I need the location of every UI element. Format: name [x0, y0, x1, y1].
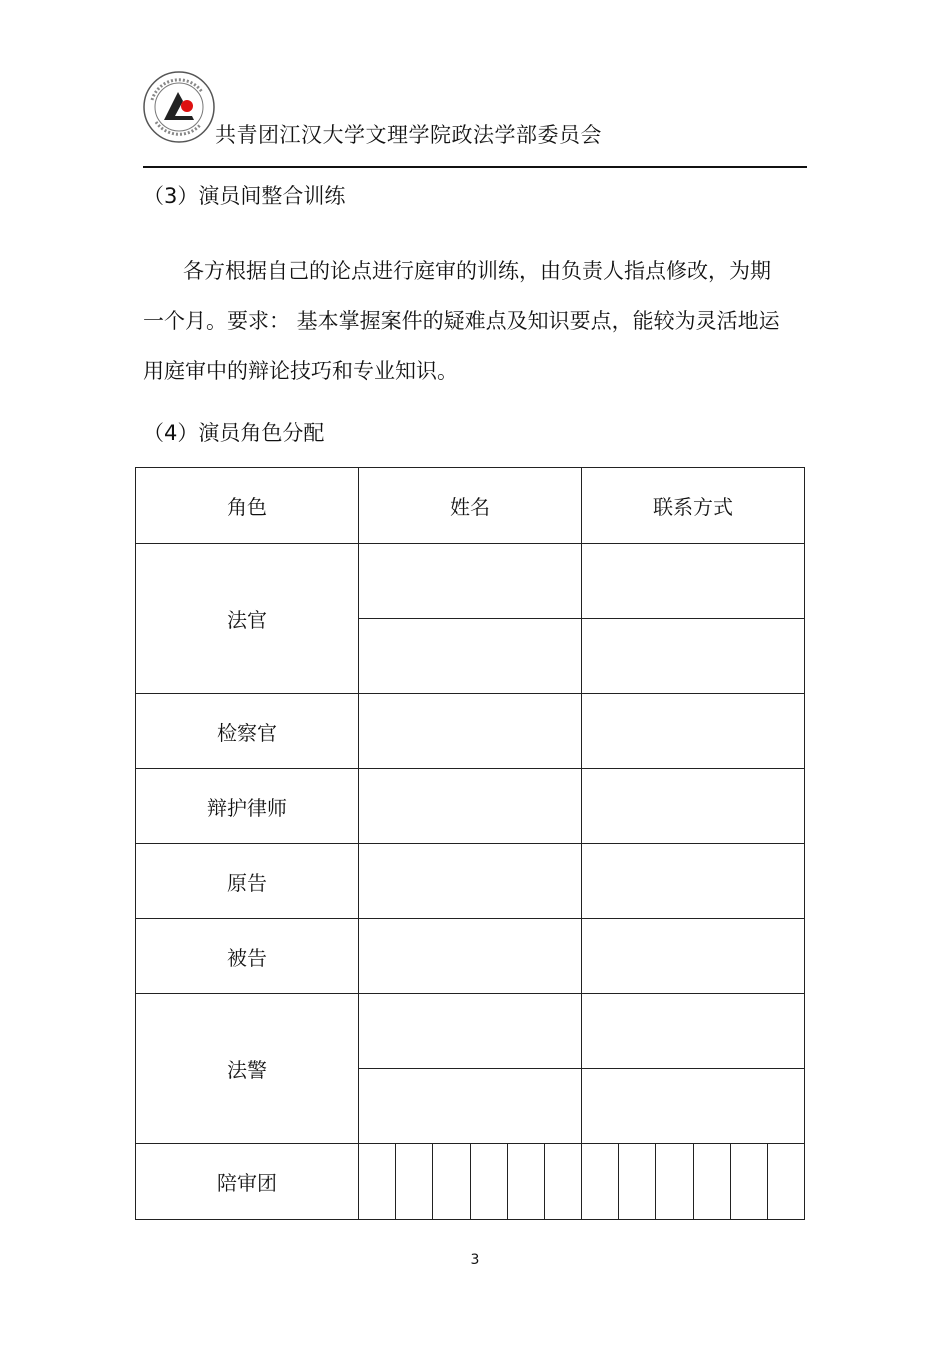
- role-prosecutor: 检察官: [136, 694, 359, 769]
- jury-cell[interactable]: [544, 1144, 581, 1219]
- role-defendant: 被告: [136, 919, 359, 994]
- role-bailiff: 法警: [136, 994, 359, 1144]
- paragraph-line-2: 一个月。要求： 基本掌握案件的疑难点及知识要点，能较为灵活地运: [143, 309, 780, 333]
- jury-name-cells: [359, 1144, 582, 1220]
- contact-cell[interactable]: [582, 919, 805, 994]
- section-3-heading: （3）演员间整合训练: [143, 184, 346, 208]
- name-cell[interactable]: [359, 844, 582, 919]
- table-row: [136, 769, 805, 844]
- jury-cell[interactable]: [359, 1144, 395, 1219]
- jury-cell[interactable]: [582, 1144, 618, 1219]
- role-plaintiff: 原告: [136, 844, 359, 919]
- table-row: [136, 844, 805, 919]
- table-row: [136, 694, 805, 769]
- paragraph-line-3: 用庭审中的辩论技巧和专业知识。: [143, 359, 458, 383]
- jury-cell[interactable]: [507, 1144, 544, 1219]
- name-cell[interactable]: [359, 694, 582, 769]
- name-cell[interactable]: [359, 619, 582, 694]
- role-jury: 陪审团: [136, 1144, 359, 1220]
- table-row: [136, 994, 805, 1069]
- jury-cell[interactable]: [395, 1144, 432, 1219]
- table-row: [136, 919, 805, 994]
- contact-cell[interactable]: [582, 1069, 805, 1144]
- table-header-row: [136, 468, 805, 544]
- header-title: 共青团江汉大学文理学院政法学部委员会: [215, 123, 602, 147]
- contact-cell[interactable]: [582, 619, 805, 694]
- contact-cell[interactable]: [582, 544, 805, 619]
- section-4-heading: （4）演员角色分配: [143, 421, 325, 445]
- jury-cell[interactable]: [655, 1144, 692, 1219]
- header-divider: [143, 166, 807, 168]
- contact-cell[interactable]: [582, 694, 805, 769]
- jury-cell[interactable]: [618, 1144, 655, 1219]
- jury-cell[interactable]: [432, 1144, 469, 1219]
- role-assignment-table: [135, 467, 805, 1220]
- header-contact: 联系方式: [582, 468, 805, 544]
- role-judge: 法官: [136, 544, 359, 694]
- name-cell[interactable]: [359, 994, 582, 1069]
- table-row: [136, 1144, 805, 1220]
- name-cell[interactable]: [359, 544, 582, 619]
- role-defense-lawyer: 辩护律师: [136, 769, 359, 844]
- page-number: 3: [470, 1252, 480, 1268]
- name-cell[interactable]: [359, 919, 582, 994]
- jury-cell[interactable]: [693, 1144, 730, 1219]
- header-name: 姓名: [359, 468, 582, 544]
- jury-cell[interactable]: [470, 1144, 507, 1219]
- jury-cell[interactable]: [767, 1144, 804, 1219]
- name-cell[interactable]: [359, 769, 582, 844]
- name-cell[interactable]: [359, 1069, 582, 1144]
- header-role: 角色: [136, 468, 359, 544]
- contact-cell[interactable]: [582, 769, 805, 844]
- contact-cell[interactable]: [582, 994, 805, 1069]
- paragraph-line-1: 各方根据自己的论点进行庭审的训练，由负责人指点修改，为期: [183, 259, 771, 283]
- table-row: [136, 544, 805, 619]
- jury-cell[interactable]: [730, 1144, 767, 1219]
- college-seal-logo: [142, 70, 216, 144]
- jury-contact-cells: [582, 1144, 805, 1220]
- contact-cell[interactable]: [582, 844, 805, 919]
